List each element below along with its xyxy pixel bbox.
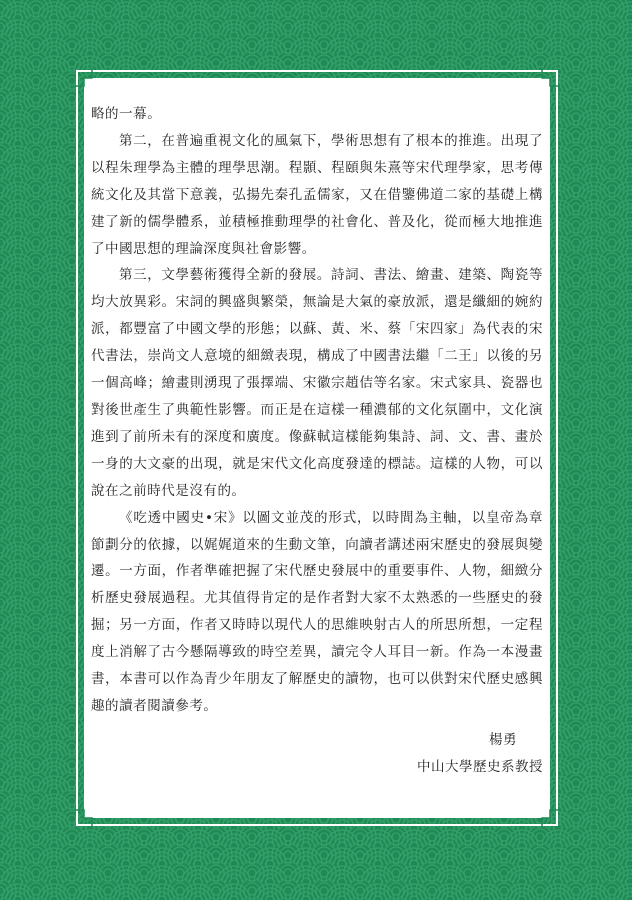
paragraph-continuation: 略的一幕。 <box>91 106 162 122</box>
signature-name-line <box>91 727 543 754</box>
paragraph-book-review: 《吃透中國史•宋》以圖文並茂的形式，以時間為主軸，以皇帝為章節劃分的依據，以娓娓道來的生動文筆，向讀者講述兩宋歷史的發展與變遷。一方面，作者準確把握了宋代歷史發展中的重要事件、人物，細緻分析歷史發展過程。尤其值得肯定的是作者對大家不太熟悉的一些歷史的發掘；另一方面，作者又時時以現代人的思維映射古人的所思所想，一定程度上消解了古今懸隔導致的時空差異，讀完令人耳目一新。作為一本漫畫書，本書可以作為青少年朋友了解歷史的讀物，也可以供對宋代歷史感興趣的讀者閱讀參考。 <box>91 509 543 714</box>
paragraph-second: 第二，在普遍重視文化的風氣下，學術思想有了根本的推進。出現了以程朱理學為主體的理學思潮。程顥、程頤與朱熹等宋代理學家，思考傳統文化及其當下意義，弘揚先秦孔孟儒家，又在借鑒佛道二家的基礎上構建了新的儒學體系，並積極推動理學的社會化、普及化，從而極大地推進了中國思想的理論深度與社會影響。 <box>91 132 543 257</box>
preface-text <box>91 101 543 781</box>
paragraph-third: 第三，文學藝術獲得全新的發展。詩詞、書法、繪畫、建築、陶瓷等均大放異彩。宋詞的興盛與繁榮，無論是大氣的豪放派，還是纖細的婉約派，都豐富了中國文學的形態；以蘇、黃、米、蔡「宋四家」為代表的宋代書法，崇尚文人意境的細緻表現，構成了中國書法繼「二王」以後的另一個高峰；繪畫則湧現了張擇端、宋徽宗趙佶等名家。宋式家具、瓷器也對後世產生了典範性影響。而正是在這樣一種濃郁的文化氛圍中，文化演進到了前所未有的深度和廣度。像蘇軾這樣能夠集詩、詞、文、書、畫於一身的大文豪的出現，就是宋代文化高度發達的標誌。這樣的人物，可以說在之前時代是沒有的。 <box>91 267 543 499</box>
author-name: 楊勇 <box>489 731 517 748</box>
author-title: 中山大學歷史系教授 <box>417 758 543 775</box>
